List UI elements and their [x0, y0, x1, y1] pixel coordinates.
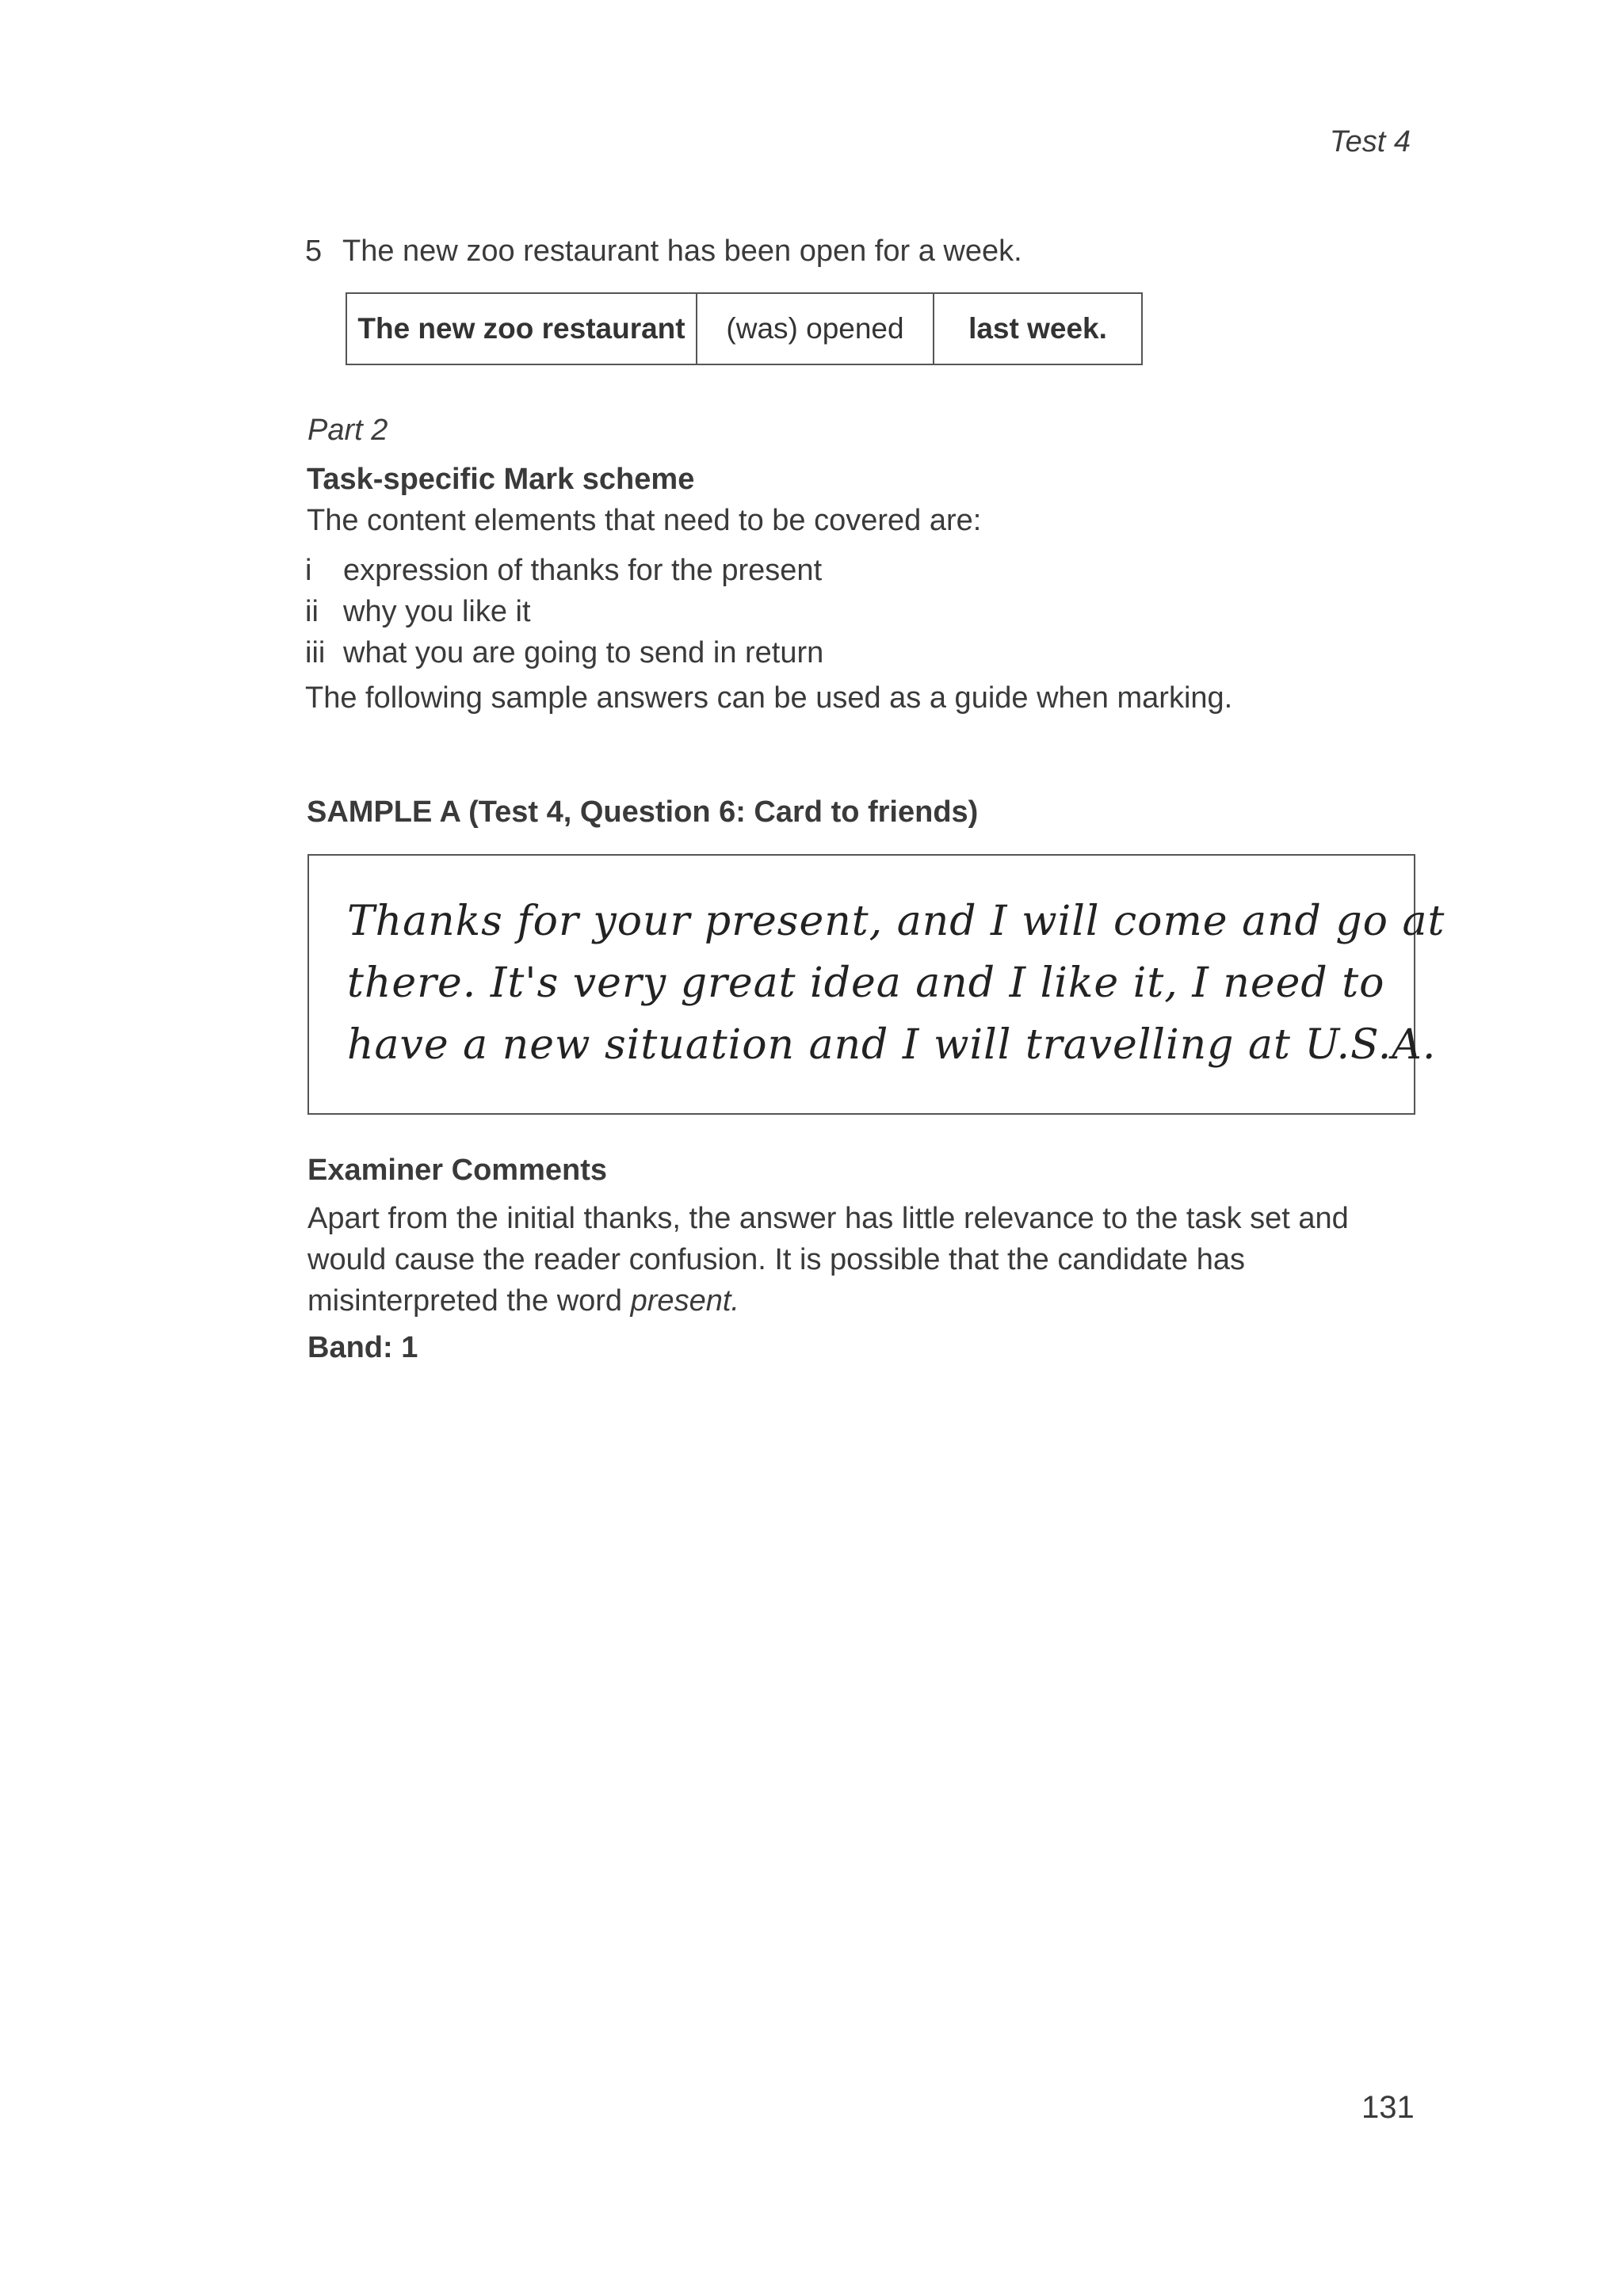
- answer-table: [346, 292, 1143, 365]
- answer-cell-verb: (was) opened: [697, 293, 934, 364]
- list-item-number: i: [305, 554, 312, 587]
- handwriting-line: Thanks for your present, and I will come and go at: [347, 898, 1445, 945]
- sample-a-title: SAMPLE A (Test 4, Question 6: Card to friends): [307, 795, 979, 829]
- comment-line-last: [307, 1280, 1433, 1322]
- list-item-text: expression of thanks for the present: [343, 554, 823, 587]
- list-item: [305, 550, 823, 591]
- handwriting-line: have a new situation and I will travelling at U.S.A.: [347, 1021, 1437, 1069]
- comment-emphasis: present.: [630, 1284, 739, 1318]
- list-item-number: iii: [305, 636, 326, 669]
- handwriting-line: there. It's very great idea and I like it, I need to: [347, 959, 1385, 1007]
- examiner-comments-body: [307, 1198, 1433, 1322]
- answer-cell-subject: The new zoo restaurant: [346, 293, 697, 364]
- part-heading: Part 2: [307, 414, 388, 447]
- band-score: Band: 1: [307, 1331, 418, 1364]
- list-item: [305, 632, 823, 673]
- marking-guide-note: The following sample answers can be used as a guide when marking.: [305, 681, 1233, 715]
- answer-row: [346, 293, 1142, 364]
- examiner-comments-title: Examiner Comments: [307, 1154, 608, 1187]
- running-head: Test 4: [1329, 125, 1411, 158]
- comment-text: misinterpreted the word: [307, 1284, 631, 1318]
- comment-line: Apart from the initial thanks, the answer has little relevance to the task set and: [307, 1202, 1349, 1235]
- list-item: [305, 591, 823, 632]
- question-number: 5: [305, 235, 323, 268]
- list-item-text: why you like it: [343, 595, 531, 628]
- question-prompt: The new zoo restaurant has been open for a week.: [342, 235, 1022, 268]
- handwritten-answer: [347, 891, 1445, 1076]
- sample-answer-box: [307, 854, 1445, 1115]
- content-elements-list: [305, 550, 823, 673]
- page-number: 131: [1361, 2090, 1415, 2125]
- answer-cell-time: last week.: [934, 293, 1142, 364]
- comment-line: would cause the reader confusion. It is possible that the candidate has: [307, 1243, 1245, 1276]
- list-item-number: ii: [305, 595, 319, 628]
- mark-scheme-title: Task-specific Mark scheme: [307, 463, 695, 496]
- list-item-text: what you are going to send in return: [343, 636, 824, 669]
- question-5: [305, 235, 1022, 269]
- content-intro: The content elements that need to be covered are:: [307, 504, 982, 537]
